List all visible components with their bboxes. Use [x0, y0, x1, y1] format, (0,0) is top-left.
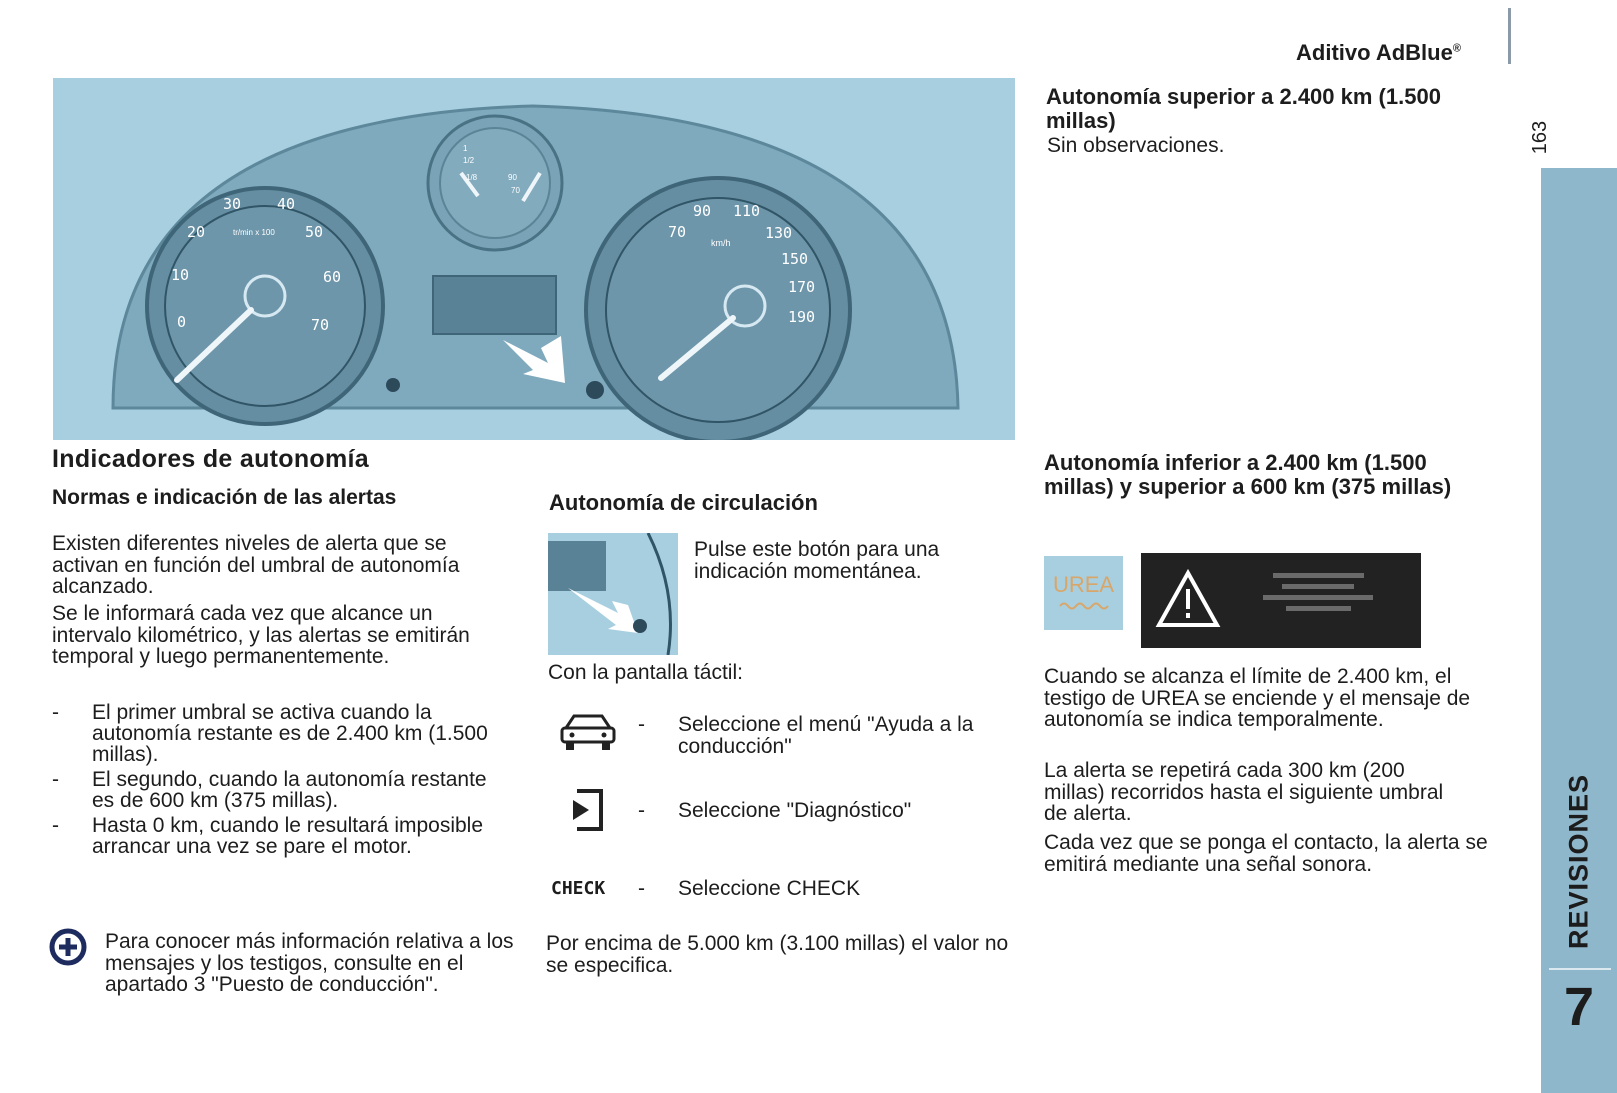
- chapter-label: [1541, 748, 1617, 968]
- speed-gauge-unit: km/h: [711, 238, 731, 248]
- step-diagnostico-text: Seleccione "Diagnóstico": [678, 799, 912, 822]
- rev-gauge-tick-50: 50: [305, 223, 324, 241]
- autonomia-superior-title: Autonomía superior a 2.400 km (1.500 millas): [1046, 84, 1441, 133]
- list-item-text: El segundo, cuando la autonomía restante es de 600 km (375 millas).: [92, 768, 487, 812]
- rev-gauge-tick-0: 0: [177, 313, 187, 331]
- section-title-text: Aditivo AdBlue: [1296, 40, 1453, 65]
- rev-gauge-tick-30: 30: [223, 195, 242, 213]
- info-plus-icon: [49, 928, 87, 966]
- step-dash: -: [638, 799, 645, 822]
- fuel-mark-eighth: 1/8: [466, 173, 478, 182]
- autonomy-message-display: [1141, 553, 1421, 648]
- display-text-lines: [1253, 567, 1383, 637]
- step-dash: -: [638, 713, 645, 736]
- repeat-alert-paragraph: La alerta se repetirá cada 300 km (200 millas) recorridos hasta el siguiente umbral de alerta.: [1044, 759, 1444, 825]
- diagnostic-icon: [569, 788, 605, 832]
- header-divider: [1508, 8, 1511, 64]
- button-instruction: Pulse este botón para una indicación momentánea.: [694, 538, 940, 583]
- rev-gauge-tick-60: 60: [323, 268, 342, 286]
- rev-gauge-tick-40: 40: [277, 195, 296, 213]
- speed-tick-110: 110: [733, 202, 761, 220]
- chapter-number: 7: [1563, 977, 1595, 1037]
- speed-tick-130: 130: [765, 224, 793, 242]
- urea-label: UREA: [1052, 572, 1115, 597]
- step-ayuda-text: Seleccione el menú "Ayuda a la conducción": [678, 713, 974, 758]
- list-item: [52, 769, 512, 811]
- chapter-divider: [1549, 968, 1611, 970]
- speed-tick-170: 170: [788, 278, 816, 296]
- instrument-cluster-illustration: [53, 78, 1015, 440]
- temp-mark-90: 90: [508, 173, 517, 182]
- rev-gauge-unit: tr/min x 100: [233, 228, 275, 237]
- speed-tick-70: 70: [668, 223, 687, 241]
- touchscreen-intro: Con la pantalla táctil:: [548, 661, 743, 684]
- list-dash: -: [52, 814, 59, 837]
- sin-observaciones-text: Sin observaciones.: [1047, 134, 1225, 157]
- list-item-text: El primer umbral se activa cuando la autonomía restante es de 2.400 km (1.500 millas).: [92, 701, 488, 766]
- car-icon: [558, 710, 618, 752]
- speed-tick-90: 90: [693, 202, 712, 220]
- step-dash: -: [638, 877, 645, 900]
- autonomia-circulacion-title: Autonomía de circulación: [549, 490, 818, 515]
- list-dash: -: [52, 768, 59, 791]
- chapter-label-text: REVISIONES: [1563, 773, 1594, 950]
- alert-behavior-paragraph: Se le informará cada vez que alcance un intervalo kilométrico, y las alertas se emitirán temporal y luego permanentemente.: [52, 602, 470, 668]
- speed-tick-190: 190: [788, 308, 816, 326]
- instrument-cluster-svg: [53, 78, 1015, 440]
- list-item: [52, 702, 512, 765]
- warning-triangle-icon: [1155, 569, 1221, 629]
- list-item-text: Hasta 0 km, cuando le resultará imposible arrancar una vez se pare el motor.: [92, 814, 484, 858]
- temp-mark-70: 70: [511, 186, 520, 195]
- rev-gauge-tick-20: 20: [187, 223, 206, 241]
- indicadores-title: Indicadores de autonomía: [52, 445, 369, 473]
- registered-mark: ®: [1452, 42, 1461, 55]
- urea-warning-icon: [1044, 556, 1123, 630]
- threshold-list: [52, 702, 512, 861]
- section-title: [1296, 40, 1461, 66]
- speed-tick-150: 150: [781, 250, 809, 268]
- ignition-alert-paragraph: Cada vez que se ponga el contacto, la alerta se emitirá mediante una señal sonora.: [1044, 831, 1488, 876]
- rev-gauge-tick-70: 70: [311, 316, 330, 334]
- autonomia-inferior-title: Autonomía inferior a 2.400 km (1.500 millas) y superior a 600 km (375 millas): [1044, 450, 1452, 499]
- list-dash: -: [52, 701, 59, 724]
- rev-gauge-tick-10: 10: [171, 266, 190, 284]
- step-check-text: Seleccione CHECK: [678, 877, 861, 900]
- page-number: [1530, 108, 1560, 168]
- check-icon-label: CHECK: [551, 878, 606, 899]
- over-limit-note: Por encima de 5.000 km (3.100 millas) el valor no se especifica.: [546, 932, 1009, 977]
- normas-subtitle: Normas e indicación de las alertas: [52, 486, 397, 509]
- page-number-text: 163: [1529, 120, 1552, 155]
- button-illustration: [548, 533, 678, 655]
- fuel-mark-full: 1: [463, 144, 468, 153]
- list-item: [52, 815, 512, 857]
- chapter-sidebar: [1541, 168, 1617, 1093]
- alert-levels-paragraph: Existen diferentes niveles de alerta que se activan en función del umbral de autonomía alcanzado.: [52, 532, 460, 598]
- info-note: Para conocer más información relativa a los mensajes y los testigos, consulte en el apartado 3 "Puesto de conducción".: [105, 930, 514, 996]
- fuel-mark-half: 1/2: [463, 156, 475, 165]
- urea-limit-paragraph: Cuando se alcanza el límite de 2.400 km, el testigo de UREA se enciende y el mensaje de autonomía se indica temporalmente.: [1044, 665, 1471, 731]
